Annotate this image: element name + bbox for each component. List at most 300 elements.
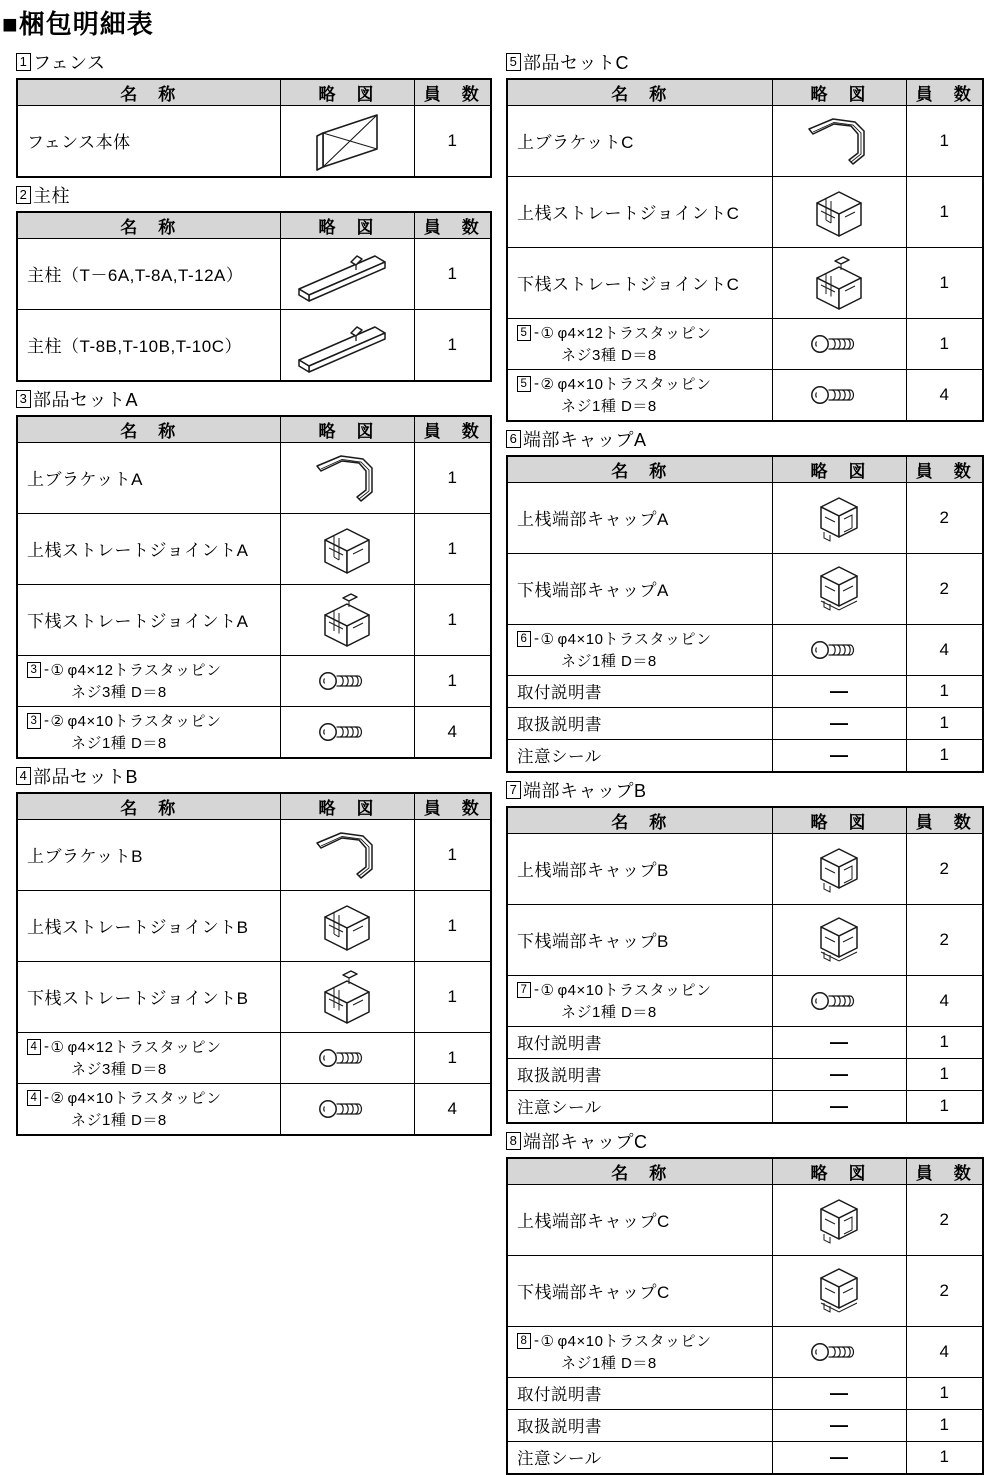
name-cell — [507, 975, 772, 1026]
name-cell — [17, 442, 280, 513]
parts-table — [506, 806, 984, 1124]
diagram-cell — [772, 1058, 906, 1090]
col-header-name: 名 称 — [17, 79, 280, 106]
no-diagram-dash: — — [830, 1095, 848, 1116]
col-header-qty: 員 数 — [414, 793, 491, 820]
col-header-qty: 員 数 — [906, 1158, 983, 1185]
table-row — [507, 739, 983, 772]
screw-icon — [317, 672, 377, 689]
screw-icon — [317, 723, 377, 740]
name-cell — [17, 238, 280, 309]
ref-number-circle: ① — [540, 630, 555, 648]
section-title: 主柱 — [33, 185, 70, 206]
name-cell — [17, 706, 280, 758]
bracket-icon — [799, 132, 879, 149]
table-row — [507, 1441, 983, 1474]
diagram-cell — [772, 1090, 906, 1123]
section-number-box: 8 — [506, 1132, 521, 1150]
parts-table — [16, 415, 492, 759]
parts-table — [16, 211, 492, 382]
section-header — [16, 763, 492, 789]
fence-panel-icon — [305, 132, 389, 149]
table-row — [17, 513, 491, 584]
table-header-row — [507, 1158, 983, 1185]
quantity: 4 — [906, 369, 983, 421]
name-cell — [17, 1032, 280, 1083]
diagram-cell — [772, 833, 906, 904]
name-cell — [507, 1184, 772, 1255]
table-header-row — [17, 79, 491, 106]
screw-icon — [317, 1049, 377, 1066]
diagram-cell — [280, 442, 414, 513]
screw-icon — [809, 992, 869, 1009]
screw-icon — [809, 386, 869, 403]
table-row — [507, 675, 983, 707]
part-name: 取付説明書 — [517, 1386, 602, 1405]
table-row — [507, 1026, 983, 1058]
quantity: 1 — [906, 1409, 983, 1441]
table-row — [17, 309, 491, 381]
col-header-name: 名 称 — [17, 793, 280, 820]
ref-number-box: 3 — [27, 713, 41, 729]
name-cell — [507, 1409, 772, 1441]
quantity: 1 — [906, 739, 983, 772]
part-name: 上ブラケットC — [517, 133, 634, 153]
ref-number-box: 4 — [27, 1039, 41, 1055]
ref-number-box: 7 — [517, 982, 531, 998]
ref-hyphen: - — [534, 1332, 540, 1350]
no-diagram-dash: — — [830, 712, 848, 733]
table-header-row — [507, 456, 983, 483]
page-title — [2, 10, 990, 39]
name-cell — [507, 1090, 772, 1123]
section-header — [16, 182, 492, 208]
table-row — [17, 961, 491, 1032]
ref-number-box: 4 — [27, 1090, 41, 1106]
quantity: 1 — [414, 584, 491, 655]
cap-upper-icon — [810, 860, 868, 877]
quantity: 1 — [906, 675, 983, 707]
diagram-cell — [772, 1026, 906, 1058]
section-header — [506, 1128, 984, 1154]
part-name: 取扱説明書 — [517, 1418, 602, 1437]
part-name: 取扱説明書 — [517, 716, 602, 735]
quantity: 1 — [906, 1058, 983, 1090]
table-row — [507, 624, 983, 675]
table-row — [17, 819, 491, 890]
screw-icon — [809, 641, 869, 658]
part-name: 取付説明書 — [517, 1035, 602, 1054]
diagram-cell — [772, 1441, 906, 1474]
name-cell — [507, 553, 772, 624]
col-header-diagram: 略 図 — [772, 456, 906, 483]
part-name: 上桟端部キャップB — [517, 861, 669, 881]
table-row — [507, 1377, 983, 1409]
diagram-cell — [280, 819, 414, 890]
name-cell — [507, 739, 772, 772]
col-header-diagram: 略 図 — [280, 212, 414, 239]
cap-lower-icon — [810, 1282, 868, 1299]
part-name-line2: ネジ1種 D＝8 — [71, 735, 167, 753]
part-name: φ4×10トラスタッピン — [557, 631, 712, 649]
name-cell — [507, 1441, 772, 1474]
col-header-name: 名 称 — [507, 1158, 772, 1185]
ref-number-circle: ① — [50, 1038, 65, 1056]
part-name: 上ブラケットA — [27, 470, 143, 490]
table-row — [507, 1090, 983, 1123]
no-diagram-dash: — — [830, 1031, 848, 1052]
table-row — [507, 975, 983, 1026]
diagram-cell — [772, 1409, 906, 1441]
quantity: 1 — [414, 1032, 491, 1083]
title-square-marker: ■ — [2, 9, 19, 39]
section-header — [16, 386, 492, 412]
ref-number-box: 5 — [517, 376, 531, 392]
diagram-cell — [772, 482, 906, 553]
part-name: 上ブラケットB — [27, 847, 143, 867]
section-title: 端部キャップC — [523, 1131, 648, 1152]
diagram-cell — [772, 1184, 906, 1255]
joint-lower-icon — [313, 611, 381, 628]
table-header-row — [507, 79, 983, 106]
quantity: 1 — [906, 1377, 983, 1409]
ref-hyphen: - — [534, 375, 540, 393]
screw-icon — [809, 1343, 869, 1360]
quantity: 1 — [906, 707, 983, 739]
part-name-line2: ネジ1種 D＝8 — [561, 1004, 657, 1022]
quantity: 1 — [414, 238, 491, 309]
ref-hyphen: - — [44, 1038, 50, 1056]
ref-hyphen: - — [44, 661, 50, 679]
col-header-name: 名 称 — [507, 807, 772, 834]
col-header-diagram: 略 図 — [772, 1158, 906, 1185]
joint-upper-icon — [313, 917, 381, 934]
diagram-cell — [280, 513, 414, 584]
quantity: 1 — [906, 105, 983, 176]
col-header-qty: 員 数 — [906, 456, 983, 483]
name-cell — [17, 819, 280, 890]
table-row — [507, 247, 983, 318]
quantity: 1 — [906, 247, 983, 318]
table-row — [17, 890, 491, 961]
cap-upper-icon — [810, 509, 868, 526]
left-column — [16, 45, 492, 1136]
name-cell — [17, 584, 280, 655]
no-diagram-dash: — — [830, 1382, 848, 1403]
name-cell — [507, 1326, 772, 1377]
table-row — [507, 369, 983, 421]
table-row — [17, 442, 491, 513]
parts-table — [506, 455, 984, 773]
diagram-cell — [772, 1255, 906, 1326]
quantity: 2 — [906, 833, 983, 904]
bracket-icon — [307, 469, 387, 486]
part-name: 下桟端部キャップB — [517, 932, 669, 952]
cap-lower-icon — [810, 931, 868, 948]
diagram-cell — [772, 1326, 906, 1377]
quantity: 1 — [414, 890, 491, 961]
col-header-diagram: 略 図 — [280, 416, 414, 443]
ref-hyphen: - — [534, 630, 540, 648]
table-row — [507, 553, 983, 624]
part-name: 下桟端部キャップC — [517, 1283, 670, 1303]
parts-table — [16, 78, 492, 178]
part-name: 主柱（T－6A,T-8A,T-12A） — [27, 266, 244, 286]
diagram-cell — [772, 369, 906, 421]
diagram-cell — [772, 975, 906, 1026]
col-header-name: 名 称 — [17, 416, 280, 443]
diagram-cell — [772, 176, 906, 247]
table-row — [507, 707, 983, 739]
part-name: 取付説明書 — [517, 684, 602, 703]
name-cell — [507, 318, 772, 369]
name-cell — [507, 1026, 772, 1058]
col-header-name: 名 称 — [507, 79, 772, 106]
name-cell — [17, 890, 280, 961]
section-title: 端部キャップB — [523, 780, 647, 801]
part-name: φ4×12トラスタッピン — [67, 1039, 222, 1057]
no-diagram-dash: — — [830, 680, 848, 701]
name-cell — [507, 1058, 772, 1090]
ref-number-box: 5 — [517, 325, 531, 341]
part-name: 下桟ストレートジョイントC — [517, 275, 740, 295]
name-cell — [507, 624, 772, 675]
table-row — [17, 706, 491, 758]
ref-number-circle: ① — [50, 661, 65, 679]
diagram-cell — [772, 247, 906, 318]
section-title: 部品セットC — [523, 52, 629, 73]
part-name-line2: ネジ1種 D＝8 — [71, 1112, 167, 1130]
col-header-name: 名 称 — [17, 212, 280, 239]
section-title: 部品セットA — [33, 389, 139, 410]
ref-number-circle: ② — [540, 375, 555, 393]
ref-number-circle: ① — [540, 324, 555, 342]
section-header — [506, 426, 984, 452]
table-row — [507, 1255, 983, 1326]
table-row — [17, 584, 491, 655]
part-name: 上桟端部キャップC — [517, 1212, 670, 1232]
name-cell — [507, 707, 772, 739]
table-row — [17, 1083, 491, 1135]
col-header-qty: 員 数 — [414, 416, 491, 443]
part-name: 取扱説明書 — [517, 1067, 602, 1086]
part-name: 下桟ストレートジョイントB — [27, 989, 249, 1009]
name-cell — [507, 369, 772, 421]
joint-lower-icon — [805, 274, 873, 291]
part-name-line2: ネジ1種 D＝8 — [561, 1355, 657, 1373]
diagram-cell — [280, 706, 414, 758]
name-cell — [17, 513, 280, 584]
part-name: φ4×10トラスタッピン — [67, 1090, 222, 1108]
ref-number-circle: ① — [540, 1332, 555, 1350]
screw-icon — [809, 335, 869, 352]
parts-table — [506, 1157, 984, 1475]
part-name: φ4×10トラスタッピン — [67, 713, 222, 731]
quantity: 4 — [906, 624, 983, 675]
name-cell — [17, 309, 280, 381]
name-cell — [507, 105, 772, 176]
quantity: 2 — [906, 482, 983, 553]
quantity: 2 — [906, 1184, 983, 1255]
section-header — [506, 49, 984, 75]
right-column — [506, 45, 984, 1475]
page-title-text: 梱包明細表 — [18, 9, 154, 39]
part-name: φ4×12トラスタッピン — [67, 662, 222, 680]
table-row — [507, 1409, 983, 1441]
section-number-box: 3 — [16, 390, 31, 408]
diagram-cell — [280, 961, 414, 1032]
joint-upper-icon — [805, 203, 873, 220]
diagram-cell — [772, 105, 906, 176]
joint-upper-icon — [313, 540, 381, 557]
table-row — [507, 1058, 983, 1090]
part-name: φ4×10トラスタッピン — [557, 376, 712, 394]
table-header-row — [17, 416, 491, 443]
quantity: 4 — [414, 1083, 491, 1135]
quantity: 1 — [414, 105, 491, 177]
quantity: 1 — [906, 176, 983, 247]
part-name-line2: ネジ1種 D＝8 — [561, 398, 657, 416]
table-row — [507, 105, 983, 176]
diagram-cell — [772, 904, 906, 975]
col-header-diagram: 略 図 — [280, 79, 414, 106]
quantity: 1 — [414, 442, 491, 513]
no-diagram-dash: — — [830, 1446, 848, 1467]
quantity: 1 — [906, 1026, 983, 1058]
quantity: 1 — [414, 819, 491, 890]
cap-upper-icon — [810, 1211, 868, 1228]
name-cell — [17, 655, 280, 706]
quantity: 4 — [906, 1326, 983, 1377]
table-row — [507, 904, 983, 975]
table-header-row — [17, 793, 491, 820]
diagram-cell — [280, 238, 414, 309]
part-name: 主柱（T-8B,T-10B,T-10C） — [27, 337, 242, 357]
table-row — [17, 105, 491, 177]
section-header — [506, 777, 984, 803]
parts-table — [16, 792, 492, 1136]
ref-number-box: 6 — [517, 631, 531, 647]
quantity: 2 — [906, 1255, 983, 1326]
col-header-name: 名 称 — [507, 456, 772, 483]
diagram-cell — [772, 707, 906, 739]
quantity: 1 — [414, 513, 491, 584]
col-header-qty: 員 数 — [906, 807, 983, 834]
diagram-cell — [280, 655, 414, 706]
section-number-box: 4 — [16, 767, 31, 785]
section-title: 部品セットB — [33, 766, 139, 787]
quantity: 4 — [906, 975, 983, 1026]
name-cell — [507, 482, 772, 553]
part-name: 注意シール — [517, 748, 602, 767]
name-cell — [17, 1083, 280, 1135]
no-diagram-dash: — — [830, 744, 848, 765]
part-name: 上桟端部キャップA — [517, 510, 669, 530]
joint-lower-icon — [313, 988, 381, 1005]
table-row — [17, 655, 491, 706]
part-name-line2: ネジ3種 D＝8 — [561, 347, 657, 365]
ref-number-circle: ② — [50, 712, 65, 730]
section-number-box: 7 — [506, 781, 521, 799]
col-header-qty: 員 数 — [414, 79, 491, 106]
part-name: 上桟ストレートジョイントA — [27, 541, 249, 561]
quantity: 1 — [906, 1441, 983, 1474]
part-name: 下桟ストレートジョイントA — [27, 612, 249, 632]
no-diagram-dash: — — [830, 1063, 848, 1084]
diagram-cell — [772, 624, 906, 675]
table-row — [17, 238, 491, 309]
diagram-cell — [772, 739, 906, 772]
name-cell — [507, 1255, 772, 1326]
name-cell — [17, 105, 280, 177]
part-name: 上桟ストレートジョイントB — [27, 918, 249, 938]
name-cell — [507, 904, 772, 975]
col-header-diagram: 略 図 — [772, 79, 906, 106]
ref-number-circle: ① — [540, 981, 555, 999]
part-name: φ4×12トラスタッピン — [557, 325, 712, 343]
quantity: 1 — [414, 961, 491, 1032]
col-header-qty: 員 数 — [414, 212, 491, 239]
diagram-cell — [280, 1032, 414, 1083]
section-number-box: 2 — [16, 186, 31, 204]
part-name-line2: ネジ3種 D＝8 — [71, 684, 167, 702]
name-cell — [507, 1377, 772, 1409]
quantity: 1 — [906, 1090, 983, 1123]
diagram-cell — [280, 105, 414, 177]
no-diagram-dash: — — [830, 1414, 848, 1435]
diagram-cell — [772, 553, 906, 624]
quantity: 1 — [906, 318, 983, 369]
ref-hyphen: - — [44, 1089, 50, 1107]
col-header-qty: 員 数 — [906, 79, 983, 106]
table-header-row — [17, 212, 491, 239]
table-row — [507, 1326, 983, 1377]
table-row — [507, 318, 983, 369]
quantity: 2 — [906, 904, 983, 975]
table-row — [507, 1184, 983, 1255]
name-cell — [507, 176, 772, 247]
name-cell — [507, 833, 772, 904]
name-cell — [17, 961, 280, 1032]
quantity: 1 — [414, 309, 491, 381]
part-name: φ4×10トラスタッピン — [557, 1333, 712, 1351]
table-row — [507, 833, 983, 904]
part-name-line2: ネジ3種 D＝8 — [71, 1061, 167, 1079]
part-name: 注意シール — [517, 1450, 602, 1469]
part-name: 下桟端部キャップA — [517, 581, 669, 601]
section-title: フェンス — [33, 52, 106, 73]
section-header — [16, 49, 492, 75]
section-number-box: 1 — [16, 53, 31, 71]
quantity: 1 — [414, 655, 491, 706]
post-icon — [291, 336, 403, 353]
col-header-diagram: 略 図 — [280, 793, 414, 820]
ref-hyphen: - — [534, 981, 540, 999]
part-name-line2: ネジ1種 D＝8 — [561, 653, 657, 671]
col-header-diagram: 略 図 — [772, 807, 906, 834]
diagram-cell — [772, 1377, 906, 1409]
quantity: 4 — [414, 706, 491, 758]
diagram-cell — [280, 309, 414, 381]
bracket-icon — [307, 846, 387, 863]
section-title: 端部キャップA — [523, 429, 647, 450]
section-number-box: 6 — [506, 430, 521, 448]
diagram-cell — [772, 318, 906, 369]
table-row — [507, 482, 983, 553]
name-cell — [507, 675, 772, 707]
part-name: φ4×10トラスタッピン — [557, 982, 712, 1000]
table-header-row — [507, 807, 983, 834]
